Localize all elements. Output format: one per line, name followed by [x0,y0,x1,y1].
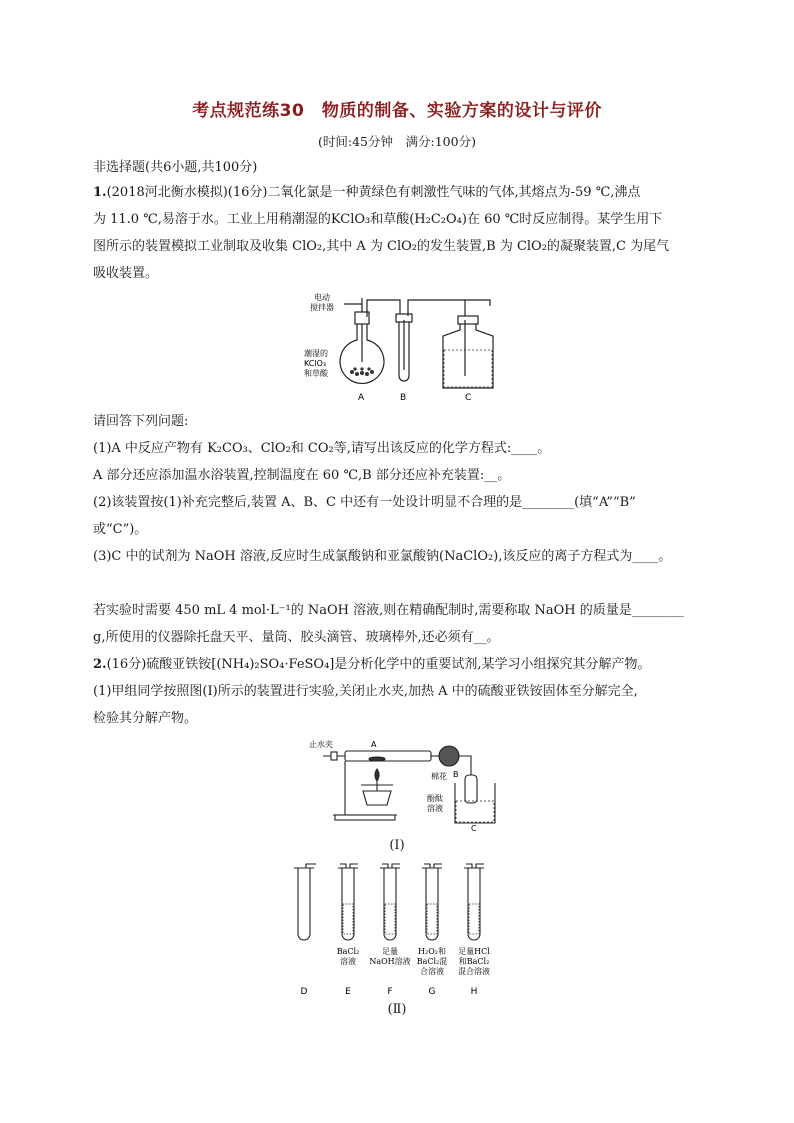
q1-sub-2: (2)该装置按(1)补充完整后,装置 A、B、C 中还有一处设计明显不合理的是________(填“A”“B” [93,495,636,510]
section-heading: 非选择题(共6小题,共100分) [93,160,258,175]
q1-line-2: 为 11.0 ℃,易溶于水。工业上用稍潮湿的KClO₃和草酸(H₂C₂O₄)在 60 ℃时反应制得。某学生用下 [93,212,663,227]
label-reagent-3: 和草酸 [304,369,328,378]
q2-line-1: 2.(16分)硫酸亚铁铵[(NH₄)₂SO₄·FeSO₄]是分析化学中的重要试剂,某学习小组探究其分解产物。 [93,657,651,672]
q1-number: 1. [93,185,107,200]
label-tube-B: B [453,770,459,779]
label-phenol-1: 酚酞 [427,794,443,803]
q1-sub-2b: 或“C”)。 [93,522,148,537]
q2-line-2: (1)甲组同学按照图(Ⅰ)所示的装置进行实验,关闭止水夹,加热 A 中的硫酸亚铁铵固体至分解完全, [93,684,638,699]
q1-line-3: 图所示的装置模拟工业制取及收集 ClO₂,其中 A 为 ClO₂的发生装置,B 为 ClO₂的凝聚装置,C 为尾气 [93,239,670,254]
tube-F-letter: F [387,987,393,997]
label-cotton: 棉花 [431,772,447,781]
q2-figure-2 [288,862,518,998]
q1-sub-1: (1)A 中反应产物有 K₂CO₃、ClO₂和 CO₂等,请写出该反应的化学方程式:____。 [93,441,551,456]
tube-H-label-1: 足量HCl [458,947,490,956]
tube-G-letter: G [428,987,436,997]
tube-F-label-2: NaOH溶液 [369,957,411,966]
page-title: 考点规范练30 物质的制备、实验方案的设计与评价 [192,101,602,121]
q2-number: 2. [93,657,107,672]
tube-H-label-3: 混合溶液 [458,967,490,976]
label-stirrer-2: 搅拌器 [310,303,334,312]
label-stirrer-1: 电动 [314,293,330,302]
q1-line-1: 1.(2018河北衡水模拟)(16分)二氧化氯是一种黄绿色有刺激性气味的气体,其熔点为-59 ℃,沸点 [93,185,641,200]
tube-D-letter: D [300,987,308,997]
q1-sub-1b: A 部分还应添加温水浴装置,控制温度在 60 ℃,B 部分还应补充装置:__。 [93,468,511,483]
tube-F-label-1: 足量 [382,947,398,956]
tube-G-label-2: BaCl₂混 [416,957,448,966]
tube-G-label-3: 合溶液 [420,967,444,976]
label-clamp: 止水夹 [309,740,333,749]
label-C: C [465,393,472,403]
label-beaker-C: C [471,824,477,831]
tube-G-label-1: H₂O₂和 [418,947,446,956]
q1-apparatus-figure [300,290,500,404]
q1-line-4: 吸收装置。 [93,266,159,281]
tube-E-letter: E [345,987,351,997]
label-B: B [400,393,407,403]
q1-sub-3: (3)C 中的试剂为 NaOH 溶液,反应时生成氯酸钠和亚氯酸钠(NaClO₂),该反应的离子方程式为____。 [93,549,672,564]
q1-prompt: 请回答下列问题: [93,414,189,429]
figure-2-caption: (Ⅱ) [387,1002,407,1017]
label-reagent-2: KClO₃ [304,359,327,368]
q2-line-3: 检验其分解产物。 [93,711,198,726]
q1-sub-3c: g,所使用的仪器除托盘天平、量筒、胶头滴管、玻璃棒外,还必须有__。 [93,630,500,645]
tube-E-label-1: BaCl₂ [336,947,360,956]
label-reagent-1: 潮湿的 [304,349,328,358]
figure-1-caption: (Ⅰ) [389,838,405,853]
tube-H-letter: H [470,987,478,997]
label-tube-A: A [371,740,377,749]
page-subtitle: (时间:45分钟 满分:100分) [318,134,476,149]
tube-E-label-2: 溶液 [340,957,356,966]
label-A: A [358,393,365,403]
label-phenol-2: 溶液 [427,804,443,813]
tube-H-label-2: 和BaCl₂ [458,957,490,966]
q1-sub-3b: 若实验时需要 450 mL 4 mol·L⁻¹的 NaOH 溶液,则在精确配制时,需要称取 NaOH 的质量是________ [93,603,684,618]
q2-figure-1 [305,735,505,831]
